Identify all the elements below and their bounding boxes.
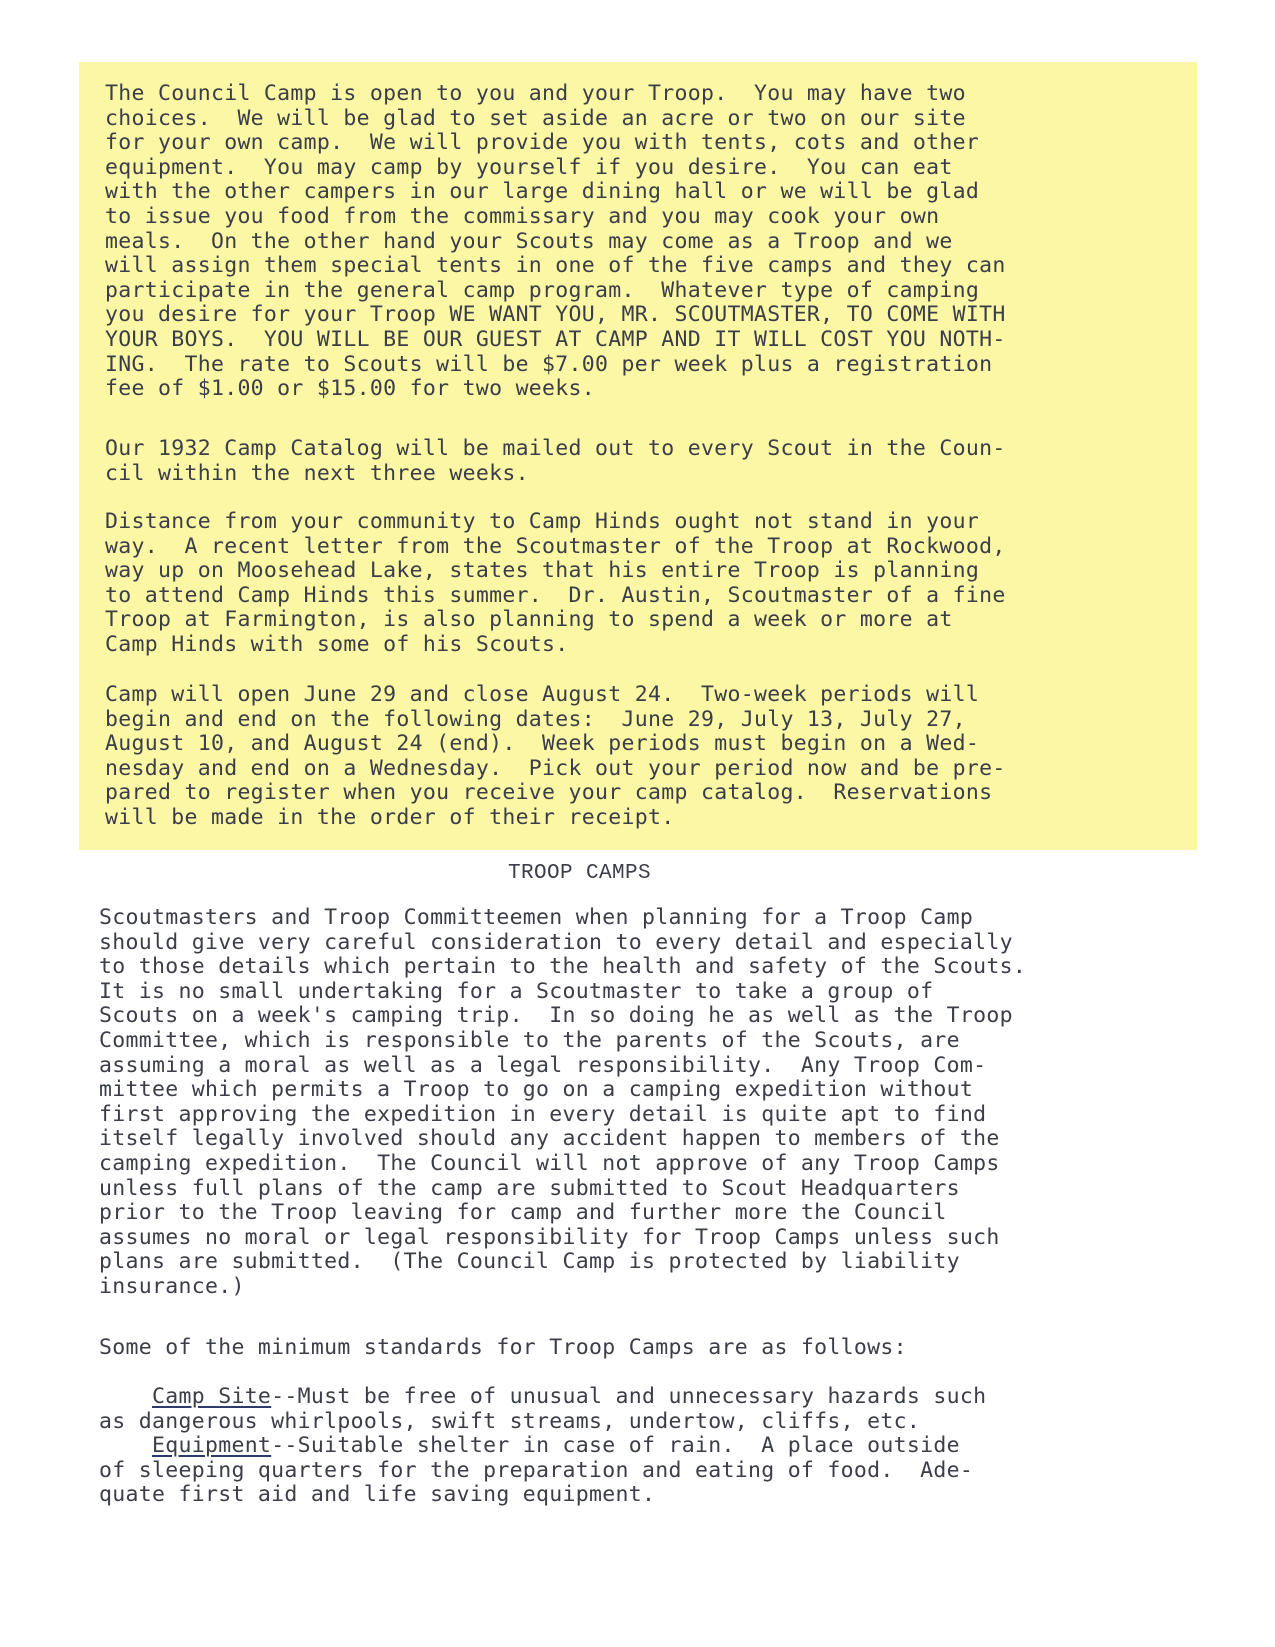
paragraph-camp-catalog: Our 1932 Camp Catalog will be mailed out to every Scout in the Coun- cil within the next three weeks. <box>105 436 1006 486</box>
equipment-term: Equipment <box>151 1433 272 1459</box>
paragraph-council-camp: The Council Camp is open to you and your Troop. You may have two choices. We will be glad to set aside an acre or two on our site for your own camp. We will provide you with tents, cots and other equipment. You may camp by yourself if you desire. You can eat with the other campers in our large dining hall or we will be glad to issue you food from the commissary and you may cook your own meals. On the other hand your Scouts may come as a Troop and we will assign them special tents in one of the five camps and they can participate in the general camp program. Whatever type of camping you desire for your Troop WE WANT YOU, MR. SCOUTMASTER, TO COME WITH YOUR BOYS. YOU WILL BE OUR GUEST AT CAMP AND IT WILL COST YOU NOTH- ING. The rate to Scouts will be $7.00 per week plus a registration fee of $1.00 or $15.00 for two weeks. <box>105 81 1006 402</box>
section-heading-troop-camps: TROOP CAMPS <box>508 862 652 885</box>
paragraph-troop-camp-planning: Scoutmasters and Troop Committeemen when planning for a Troop Camp should give very careful consideration to every detail and especially to those details which pertain to the health and safety of the Scouts. It is no small undertaking for a Scoutmaster to take a group of Scouts on a week's camping trip. In so doing he as well as the Troop Committee, which is responsible to the parents of the Scouts, are assuming a moral as well as a legal responsibility. Any Troop Com- mittee which permits a Troop to go on a camping expedition without first approving the expedition in every detail is quite apt to find itself legally involved should any accident happen to members of the camping expedition. The Council will not approve of any Troop Camps unless full plans of the camp are submitted to Scout Headquarters prior to the Troop leaving for camp and further more the Council assumes no moral or legal responsibility for Troop Camps unless such plans are submitted. (The Council Camp is protected by liability insurance.) <box>99 905 1027 1299</box>
paragraph-distance: Distance from your community to Camp Hinds ought not stand in your way. A recent letter from the Scoutmaster of the Troop at Rockwood, way up on Moosehead Lake, states that his entire Troop is planning to attend Camp Hinds this summer. Dr. Austin, Scoutmaster of a fine Troop at Farmington, is also planning to spend a week or more at Camp Hinds with some of his Scouts. <box>105 509 1006 657</box>
camp-site-term: Camp Site <box>151 1384 272 1409</box>
camp-site-item: Camp Site--Must be free of unusual and unnecessary hazards such as dangerous whirlpools, swift streams, undertow, cliffs, etc. <box>99 1384 987 1434</box>
paragraph-minimum-standards: Some of the minimum standards for Troop Camps are as follows: <box>99 1335 907 1360</box>
standards-list <box>99 1385 986 1508</box>
paragraph-camp-dates: Camp will open June 29 and close August 24. Two-week periods will begin and end on the following dates: June 29, July 13, July 27, August 10, and August 24 (end). Week periods must begin on a Wed- nesday and end on a Wednesday. Pick out your period now and be pre- pared to register when you receive your camp catalog. Reservations will be made in the order of their receipt. <box>105 682 1006 830</box>
equipment-item: Equipment--Suitable shelter in case of rain. A place outside of sleeping quarters for the preparation and eating of food. Ade- quate first aid and life saving equipment. <box>99 1433 974 1508</box>
